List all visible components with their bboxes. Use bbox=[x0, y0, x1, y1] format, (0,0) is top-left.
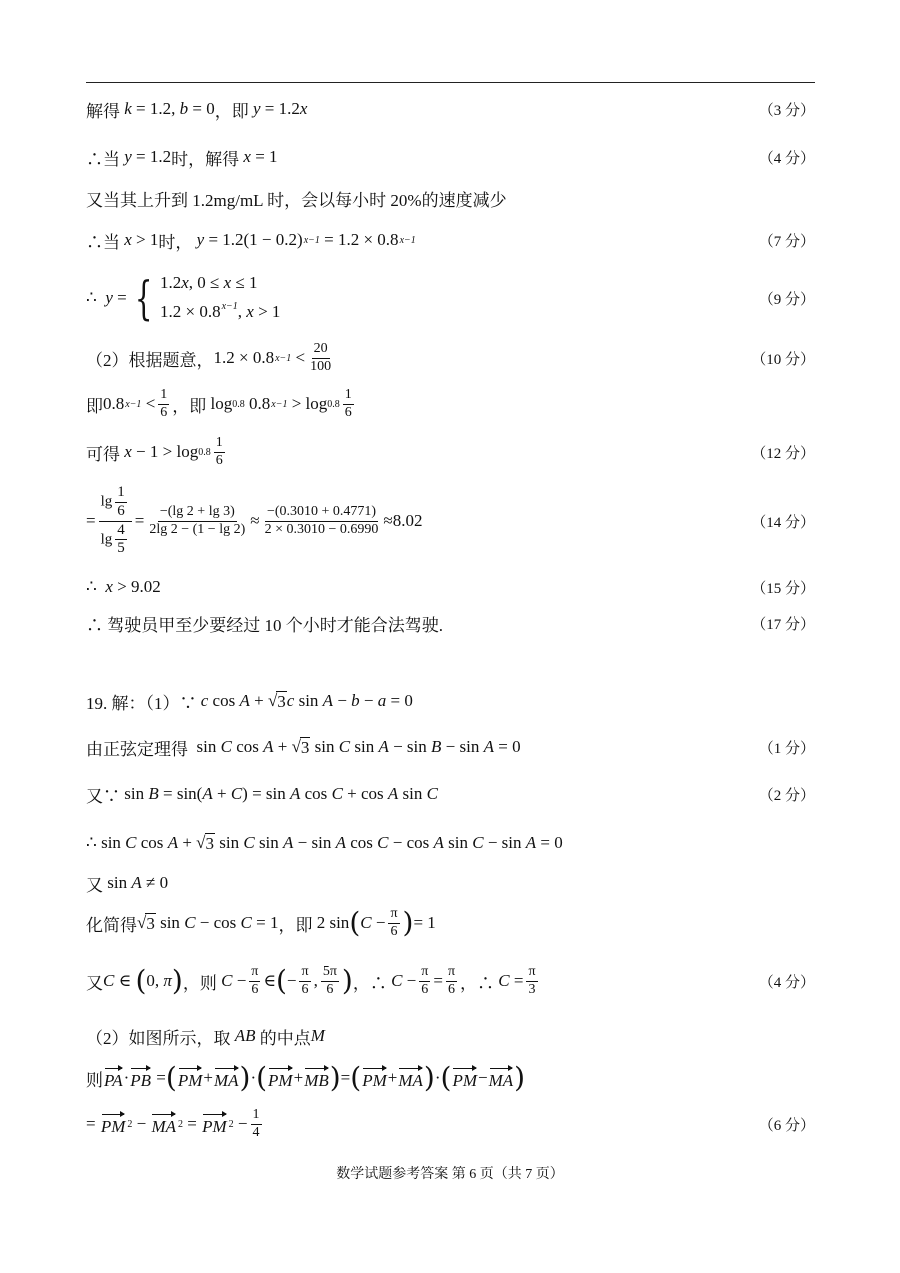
header-rule bbox=[86, 82, 815, 83]
text: ，即 bbox=[278, 915, 313, 935]
text: （2）如图所示，取 bbox=[86, 1028, 231, 1048]
text: 时， bbox=[158, 232, 193, 252]
line-C-range: 又 C ∈ ( 0, π ) ，则 C − $\frac{\pi}{6}$ ∈ ( − $\frac{\pi}{6}$ , $\frac{5\pi}{6}$ ) ，∴ C − $\frac{\pi}{6}$ = $\frac{\pi}{6}$ ，∴ C = $\frac{\pi}{3}$ （4 分） bbox=[86, 963, 815, 997]
line-simplify: 化简得 √ 3 sin C − cos C = 1 ，即 2 sin ( C − $\frac{\pi}{6}$ ) = 1 bbox=[86, 905, 436, 939]
line-x-result: ∴ x > 9.02 （15 分） bbox=[86, 577, 815, 597]
points: （6 分） bbox=[758, 1117, 815, 1134]
text: 化简得 bbox=[86, 915, 137, 935]
text: ∴当 bbox=[86, 149, 120, 169]
line-sine-rule: 由正弦定理得 sin C cos A + √ 3 sin C sin A − sin B − sin A = 0 （1 分） bbox=[86, 732, 815, 762]
text: ∴ bbox=[86, 833, 97, 852]
line-expand: ∴ sin C cos A + √ 3 sin C sin A − sin A cos C − cos A sin C − sin A = 0 bbox=[86, 833, 563, 853]
text: 解得 bbox=[86, 101, 120, 121]
line-rise bbox=[86, 186, 815, 210]
line-solve-k: 解得 k = 1.2, b = 0 ，即 y = 1.2 x （3 分） bbox=[86, 96, 815, 122]
text: ∴ bbox=[86, 288, 97, 307]
points: （14 分） bbox=[751, 514, 815, 531]
line-dot-product: 则 PA · PB = ( PM + MA ) · ( PM + MB ) = ( PM + MA ) · ( PM − MA ) bbox=[86, 1061, 526, 1094]
points: （4 分） bbox=[758, 974, 815, 991]
text: 的中点 bbox=[259, 1028, 311, 1048]
line-q19: 19. 解：（1）∵ c cos A + √ 3 c sin A − b − a = 0 bbox=[86, 686, 815, 716]
points: （17 分） bbox=[751, 616, 815, 633]
text: 即 bbox=[86, 396, 103, 416]
points: （12 分） bbox=[751, 445, 815, 462]
text: ，则 bbox=[182, 973, 217, 993]
text: 又 bbox=[86, 973, 103, 993]
points: （4 分） bbox=[758, 150, 815, 167]
text: ，即 bbox=[214, 101, 249, 121]
text: （2）根据题意， bbox=[86, 350, 214, 370]
line-part2: （2）根据题意， 1.2 × 0.8 x−1 < $\frac{20}{100}$ （10 分） bbox=[86, 340, 815, 374]
text: ，∴ bbox=[352, 973, 387, 993]
points: （2 分） bbox=[758, 787, 815, 804]
line-piecewise: ∴ y = { 1.2x, 0 ≤ x ≤ 1 $1.2 \times 0.8^{x-1}$, x > 1 （9 分） bbox=[86, 271, 815, 325]
page-footer: 数学试题参考答案 第 6 页（共 7 页） bbox=[336, 1167, 564, 1182]
text: ∴ bbox=[86, 577, 97, 596]
points: （1 分） bbox=[758, 740, 815, 757]
text: ，∴ bbox=[460, 973, 495, 993]
text: 又∵ bbox=[86, 786, 120, 806]
points: （15 分） bbox=[751, 580, 815, 597]
text: ，即 bbox=[172, 396, 207, 416]
line-compute: = lg $\frac{1}{6}$ lg $\frac{4}{5}$ = $\frac{-(\lg 2 + \lg 3)}{2\lg 2 - (1 - \lg 2)}$ ≈ $\frac{-(0.3010 + 0.4771)}{2 \times 0.3010 - 0.6990}$ ≈8.02 （14 分） bbox=[86, 484, 815, 557]
text: 19. 解：（1）∵ bbox=[86, 693, 197, 713]
line-sinB: 又∵ sin B = sin( A + C ) = sin A cos C + cos A sin C （2 分） bbox=[86, 780, 815, 808]
text: 又 bbox=[86, 875, 103, 895]
text: 则 bbox=[86, 1070, 103, 1090]
line-when-x: ∴当 x > 1 时， y = 1.2(1 − 0.2) x−1 = 1.2 × 0.8 x−1 （7 分） bbox=[86, 226, 815, 254]
line-part2b: （2）如图所示，取 AB 的中点 M bbox=[86, 1022, 815, 1050]
text: 可得 bbox=[86, 444, 120, 464]
line-when-y: ∴当 y = 1.2 时，解得 x = 1 （4 分） bbox=[86, 144, 815, 170]
line-kede: 可得 x − 1 > log 0.8 $\frac{1}{6}$ （12 分） bbox=[86, 434, 815, 468]
text: ∴当 bbox=[86, 232, 120, 252]
text: ∴ 驾驶员甲至少要经过 10 个小时才能合法驾驶. bbox=[86, 615, 443, 635]
line-conclusion bbox=[86, 610, 815, 636]
points: （9 分） bbox=[758, 291, 815, 308]
text: 时，解得 bbox=[171, 149, 240, 169]
points: （3 分） bbox=[758, 102, 815, 119]
text: 由正弦定理得 bbox=[86, 739, 188, 759]
line-log: 即 0.8 x−1 < $\frac{1}{6}$ ，即 log 0.8 0.8 x−1 > log 0.8 $\frac{1}{6}$ bbox=[86, 386, 352, 420]
text: 又当其上升到 1.2mg/mL 时，会以每小时 20%的速度减少 bbox=[86, 190, 507, 210]
points: （7 分） bbox=[758, 233, 815, 250]
line-result-vec: = PM 2 − MA 2 = PM 2 − $\frac{1}{4}$ （6 分） bbox=[86, 1106, 815, 1140]
points: （10 分） bbox=[751, 351, 815, 368]
line-sinA-nonzero: 又 sin A ≠ 0 bbox=[86, 870, 815, 896]
